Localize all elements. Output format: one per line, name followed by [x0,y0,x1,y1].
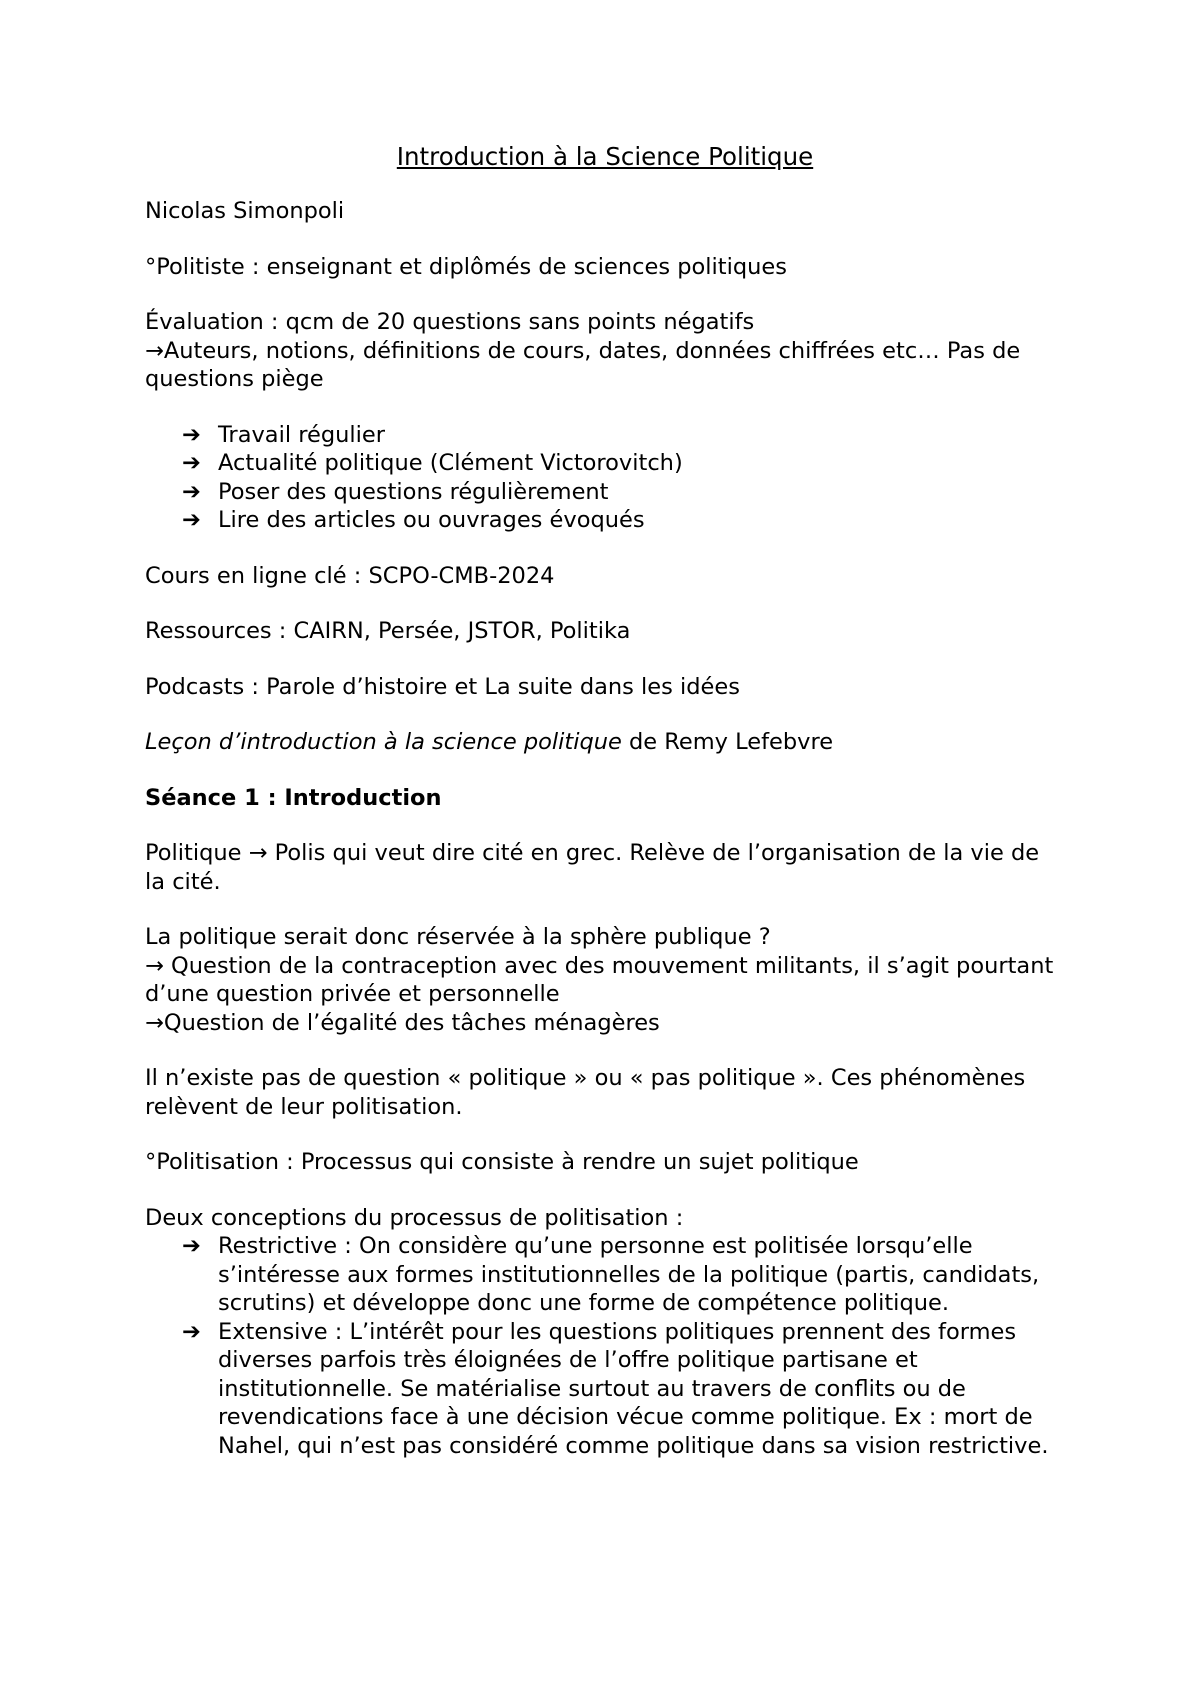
evaluation-details: →Auteurs, notions, définitions de cours, dates, données chiffrées etc… Pas de questions piège [145,337,1021,392]
book-author: de Remy Lefebvre [621,729,834,755]
list-item [182,421,1065,450]
politique-definition: Politique → Polis qui veut dire cité en grec. Relève de l’organisation de la vie de la cité. [145,840,1040,895]
list-item [182,1318,1065,1461]
list-item-text: Restrictive : On considère qu’une personne est politisée lorsqu’elle s’intéresse aux formes institutionnelles de la politique (partis, candidats, scrutins) et développe donc une forme de compétence politique. [218,1233,1040,1316]
list-item [182,449,1065,478]
author-name: Nicolas Simonpoli [145,198,345,224]
evaluation-line: Évaluation : qcm de 20 questions sans points négatifs [145,309,755,335]
list-item [182,478,1065,507]
list-item-text: Actualité politique (Clément Victorovitch) [218,450,683,476]
list-item [182,1232,1065,1318]
list-item-text: Travail régulier [218,421,385,448]
arrow-bullet-icon: ➔ [182,421,201,448]
list-item-text: Poser des questions régulièrement [218,478,609,505]
politiste-definition: °Politiste : enseignant et diplômés de sciences politiques [145,253,787,280]
arrow-bullet-icon: ➔ [182,1318,201,1345]
list-item [182,506,1065,535]
document-page [145,142,1065,1487]
politisation-definition: °Politisation : Processus qui consiste à rendre un sujet politique [145,1149,859,1175]
conceptions-list [145,1232,1065,1460]
page-title: Introduction à la Science Politique [396,142,814,171]
sphere-answer-contraception: → Question de la contraception avec des mouvement militants, il s’agit pourtant d’une question privée et personnelle [145,952,1054,1007]
section-heading: Séance 1 : Introduction [145,784,442,811]
sphere-answer-equality: →Question de l’égalité des tâches ménagères [145,1009,660,1036]
sphere-question: La politique serait donc réservée à la sphère publique ? [145,924,771,950]
tips-list [145,421,1065,535]
arrow-bullet-icon: ➔ [182,1233,201,1259]
online-course-key: Cours en ligne clé : SCPO-CMB-2024 [145,562,555,589]
conceptions-lead: Deux conceptions du processus de politisation : [145,1204,684,1231]
politicization-statement: Il n’existe pas de question « politique » ou « pas politique ». Ces phénomènes relèvent de leur politisation. [145,1065,1026,1120]
arrow-bullet-icon: ➔ [182,450,201,476]
book-title: Leçon d’introduction à la science politique [145,729,622,755]
podcasts-line: Podcasts : Parole d’histoire et La suite dans les idées [145,673,740,700]
arrow-bullet-icon: ➔ [182,478,201,505]
list-item-text: Extensive : L’intérêt pour les questions politiques prennent des formes diverses parfois très éloignées de l’offre politique partisane et institutionnelle. Se matérialise surtout au travers de conflits ou de revendications face à une décision vécue comme politique. Ex : mort de Nahel, qui n’est pas considéré comme politique dans sa vision restrictive. [218,1318,1049,1459]
reading-reference [145,728,1065,757]
list-item-text: Lire des articles ou ouvrages évoqués [218,507,645,533]
resources-line: Ressources : CAIRN, Persée, JSTOR, Politika [145,618,631,644]
arrow-bullet-icon: ➔ [182,507,201,533]
